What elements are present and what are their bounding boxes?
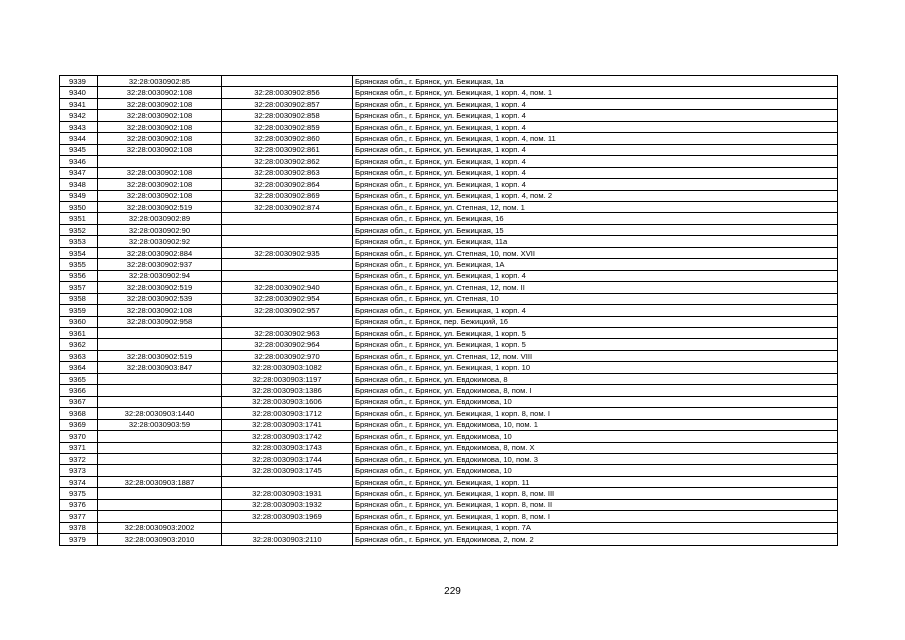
cadastral-number-cell: 32:28:0030902:108 — [98, 98, 222, 109]
premises-cadastral-number-cell: 32:28:0030902:858 — [222, 110, 353, 121]
table-row — [60, 534, 838, 545]
address-cell: Брянская обл., г. Брянск, ул. Бежицкая, 1 корп. 4, пом. 11 — [353, 133, 838, 144]
address-cell: Брянская обл., г. Брянск, ул. Бежицкая, 1 корп. 8, пом. II — [353, 499, 838, 510]
table-row — [60, 201, 838, 212]
cadastral-number-cell: 32:28:0030902:539 — [98, 293, 222, 304]
table-row — [60, 431, 838, 442]
cadastral-number-cell: 32:28:0030902:94 — [98, 270, 222, 281]
row-number-cell: 9350 — [60, 201, 98, 212]
cadastral-number-cell: 32:28:0030902:519 — [98, 350, 222, 361]
row-number-cell: 9349 — [60, 190, 98, 201]
row-number-cell: 9375 — [60, 488, 98, 499]
address-cell: Брянская обл., г. Брянск, ул. Бежицкая, 1 корп. 4 — [353, 98, 838, 109]
premises-cadastral-number-cell: 32:28:0030902:857 — [222, 98, 353, 109]
row-number-cell: 9364 — [60, 362, 98, 373]
premises-cadastral-number-cell: 32:28:0030903:1197 — [222, 373, 353, 384]
row-number-cell: 9376 — [60, 499, 98, 510]
cadastral-number-cell — [98, 373, 222, 384]
premises-cadastral-number-cell: 32:28:0030902:940 — [222, 282, 353, 293]
cadastral-number-cell: 32:28:0030902:85 — [98, 76, 222, 87]
premises-cadastral-number-cell — [222, 236, 353, 247]
address-cell: Брянская обл., г. Брянск, ул. Евдокимова, 10 — [353, 431, 838, 442]
row-number-cell: 9354 — [60, 247, 98, 258]
cadastral-number-cell: 32:28:0030902:519 — [98, 201, 222, 212]
row-number-cell: 9361 — [60, 327, 98, 338]
premises-cadastral-number-cell: 32:28:0030902:957 — [222, 305, 353, 316]
address-cell: Брянская обл., г. Брянск, ул. Бежицкая, 1 корп. 11 — [353, 476, 838, 487]
cadastral-number-cell: 32:28:0030902:937 — [98, 259, 222, 270]
row-number-cell: 9377 — [60, 511, 98, 522]
row-number-cell: 9340 — [60, 87, 98, 98]
table-row — [60, 419, 838, 430]
cadastral-number-cell: 32:28:0030903:2010 — [98, 534, 222, 545]
address-cell: Брянская обл., г. Брянск, ул. Бежицкая, 1 корп. 4 — [353, 156, 838, 167]
premises-cadastral-number-cell: 32:28:0030903:1931 — [222, 488, 353, 499]
premises-cadastral-number-cell — [222, 76, 353, 87]
cadastral-number-cell — [98, 511, 222, 522]
address-cell: Брянская обл., г. Брянск, ул. Бежицкая, 1 корп. 5 — [353, 339, 838, 350]
premises-cadastral-number-cell: 32:28:0030902:863 — [222, 167, 353, 178]
premises-cadastral-number-cell: 32:28:0030903:1744 — [222, 453, 353, 464]
address-cell: Брянская обл., г. Брянск, ул. Бежицкая, 15 — [353, 224, 838, 235]
cadastral-number-cell — [98, 431, 222, 442]
table-row — [60, 236, 838, 247]
row-number-cell: 9371 — [60, 442, 98, 453]
address-cell: Брянская обл., г. Брянск, ул. Бежицкая, 1 корп. 4 — [353, 121, 838, 132]
row-number-cell: 9368 — [60, 408, 98, 419]
row-number-cell: 9352 — [60, 224, 98, 235]
cadastral-number-cell — [98, 442, 222, 453]
premises-cadastral-number-cell — [222, 224, 353, 235]
row-number-cell: 9362 — [60, 339, 98, 350]
address-cell: Брянская обл., г. Брянск, ул. Степная, 12, пом. II — [353, 282, 838, 293]
cadastral-number-cell: 32:28:0030902:108 — [98, 305, 222, 316]
premises-cadastral-number-cell: 32:28:0030902:856 — [222, 87, 353, 98]
premises-cadastral-number-cell — [222, 259, 353, 270]
row-number-cell: 9373 — [60, 465, 98, 476]
address-cell: Брянская обл., г. Брянск, ул. Евдокимова, 10, пом. 1 — [353, 419, 838, 430]
address-cell: Брянская обл., г. Брянск, ул. Евдокимова, 2, пом. 2 — [353, 534, 838, 545]
page-number: 229 — [444, 586, 461, 597]
row-number-cell: 9355 — [60, 259, 98, 270]
row-number-cell: 9360 — [60, 316, 98, 327]
premises-cadastral-number-cell — [222, 270, 353, 281]
cadastral-number-cell: 32:28:0030902:108 — [98, 87, 222, 98]
premises-cadastral-number-cell: 32:28:0030902:963 — [222, 327, 353, 338]
row-number-cell: 9374 — [60, 476, 98, 487]
table-row — [60, 350, 838, 361]
row-number-cell: 9378 — [60, 522, 98, 533]
row-number-cell: 9353 — [60, 236, 98, 247]
table-row — [60, 133, 838, 144]
address-cell: Брянская обл., г. Брянск, ул. Бежицкая, 1 корп. 4 — [353, 305, 838, 316]
table-row — [60, 167, 838, 178]
address-cell: Брянская обл., г. Брянск, пер. Бежицкий, 16 — [353, 316, 838, 327]
premises-cadastral-number-cell: 32:28:0030902:869 — [222, 190, 353, 201]
cadastral-number-cell: 32:28:0030902:108 — [98, 110, 222, 121]
premises-cadastral-number-cell: 32:28:0030902:864 — [222, 179, 353, 190]
address-cell: Брянская обл., г. Брянск, ул. Бежицкая, 1 корп. 4, пом. 1 — [353, 87, 838, 98]
table-row — [60, 87, 838, 98]
row-number-cell: 9370 — [60, 431, 98, 442]
table-row — [60, 327, 838, 338]
cadastral-number-cell: 32:28:0030902:108 — [98, 144, 222, 155]
premises-cadastral-number-cell — [222, 316, 353, 327]
address-cell: Брянская обл., г. Брянск, ул. Бежицкая, 1 корп. 4 — [353, 270, 838, 281]
address-cell: Брянская обл., г. Брянск, ул. Степная, 12, пом. VIII — [353, 350, 838, 361]
table-row — [60, 156, 838, 167]
table-row — [60, 259, 838, 270]
cadastral-number-cell: 32:28:0030902:108 — [98, 121, 222, 132]
table-row — [60, 396, 838, 407]
row-number-cell: 9358 — [60, 293, 98, 304]
premises-cadastral-number-cell: 32:28:0030903:1606 — [222, 396, 353, 407]
address-cell: Брянская обл., г. Брянск, ул. Степная, 10 — [353, 293, 838, 304]
premises-cadastral-number-cell: 32:28:0030902:935 — [222, 247, 353, 258]
address-cell: Брянская обл., г. Брянск, ул. Бежицкая, 1 корп. 10 — [353, 362, 838, 373]
address-cell: Брянская обл., г. Брянск, ул. Бежицкая, 11а — [353, 236, 838, 247]
premises-cadastral-number-cell: 32:28:0030903:1712 — [222, 408, 353, 419]
address-cell: Брянская обл., г. Брянск, ул. Бежицкая, 16 — [353, 213, 838, 224]
table-row — [60, 476, 838, 487]
row-number-cell: 9365 — [60, 373, 98, 384]
cadastral-number-cell: 32:28:0030902:89 — [98, 213, 222, 224]
table-row — [60, 224, 838, 235]
cadastral-number-cell: 32:28:0030902:108 — [98, 190, 222, 201]
cadastral-number-cell — [98, 156, 222, 167]
premises-cadastral-number-cell — [222, 476, 353, 487]
cadastral-number-cell — [98, 499, 222, 510]
address-cell: Брянская обл., г. Брянск, ул. Евдокимова, 10 — [353, 465, 838, 476]
table-row — [60, 213, 838, 224]
premises-cadastral-number-cell: 32:28:0030902:970 — [222, 350, 353, 361]
row-number-cell: 9357 — [60, 282, 98, 293]
premises-cadastral-number-cell: 32:28:0030902:861 — [222, 144, 353, 155]
registry-table-body — [60, 76, 838, 546]
address-cell: Брянская обл., г. Брянск, ул. Бежицкая, 1 корп. 4 — [353, 110, 838, 121]
address-cell: Брянская обл., г. Брянск, ул. Бежицкая, 1 корп. 7А — [353, 522, 838, 533]
table-row — [60, 293, 838, 304]
cadastral-number-cell — [98, 327, 222, 338]
row-number-cell: 9363 — [60, 350, 98, 361]
premises-cadastral-number-cell: 32:28:0030903:1386 — [222, 385, 353, 396]
table-row — [60, 179, 838, 190]
address-cell: Брянская обл., г. Брянск, ул. Бежицкая, 1 корп. 8, пом. I — [353, 511, 838, 522]
premises-cadastral-number-cell: 32:28:0030903:1932 — [222, 499, 353, 510]
premises-cadastral-number-cell: 32:28:0030903:1969 — [222, 511, 353, 522]
cadastral-number-cell: 32:28:0030902:884 — [98, 247, 222, 258]
address-cell: Брянская обл., г. Брянск, ул. Бежицкая, 1 корп. 4 — [353, 167, 838, 178]
cadastral-number-cell: 32:28:0030902:519 — [98, 282, 222, 293]
address-cell: Брянская обл., г. Брянск, ул. Бежицкая, 1 корп. 4 — [353, 144, 838, 155]
address-cell: Брянская обл., г. Брянск, ул. Евдокимова, 8, пом. X — [353, 442, 838, 453]
address-cell: Брянская обл., г. Брянск, ул. Степная, 10, пом. XVII — [353, 247, 838, 258]
table-row — [60, 339, 838, 350]
row-number-cell: 9367 — [60, 396, 98, 407]
cadastral-number-cell — [98, 385, 222, 396]
premises-cadastral-number-cell: 32:28:0030903:1082 — [222, 362, 353, 373]
address-cell: Брянская обл., г. Брянск, ул. Бежицкая, 1а — [353, 76, 838, 87]
table-row — [60, 282, 838, 293]
table-row — [60, 465, 838, 476]
table-row — [60, 110, 838, 121]
premises-cadastral-number-cell — [222, 213, 353, 224]
row-number-cell: 9366 — [60, 385, 98, 396]
cadastral-number-cell — [98, 465, 222, 476]
premises-cadastral-number-cell: 32:28:0030903:1741 — [222, 419, 353, 430]
table-row — [60, 362, 838, 373]
table-row — [60, 408, 838, 419]
premises-cadastral-number-cell: 32:28:0030903:1743 — [222, 442, 353, 453]
row-number-cell: 9344 — [60, 133, 98, 144]
table-row — [60, 316, 838, 327]
table-row — [60, 373, 838, 384]
cadastral-number-cell: 32:28:0030902:90 — [98, 224, 222, 235]
address-cell: Брянская обл., г. Брянск, ул. Евдокимова, 8, пом. I — [353, 385, 838, 396]
table-row — [60, 270, 838, 281]
cadastral-number-cell — [98, 396, 222, 407]
cadastral-number-cell: 32:28:0030903:1440 — [98, 408, 222, 419]
table-row — [60, 76, 838, 87]
address-cell: Брянская обл., г. Брянск, ул. Евдокимова, 8 — [353, 373, 838, 384]
table-row — [60, 453, 838, 464]
row-number-cell: 9351 — [60, 213, 98, 224]
cadastral-number-cell: 32:28:0030903:847 — [98, 362, 222, 373]
address-cell: Брянская обл., г. Брянск, ул. Бежицкая, 1 корп. 5 — [353, 327, 838, 338]
table-row — [60, 190, 838, 201]
premises-cadastral-number-cell: 32:28:0030902:860 — [222, 133, 353, 144]
address-cell: Брянская обл., г. Брянск, ул. Евдокимова, 10, пом. 3 — [353, 453, 838, 464]
cadastral-number-cell — [98, 339, 222, 350]
premises-cadastral-number-cell: 32:28:0030902:954 — [222, 293, 353, 304]
cadastral-number-cell — [98, 488, 222, 499]
row-number-cell: 9348 — [60, 179, 98, 190]
registry-table — [59, 75, 838, 546]
premises-cadastral-number-cell — [222, 522, 353, 533]
table-row — [60, 121, 838, 132]
address-cell: Брянская обл., г. Брянск, ул. Бежицкая, 1 корп. 4 — [353, 179, 838, 190]
cadastral-number-cell: 32:28:0030902:108 — [98, 167, 222, 178]
cadastral-number-cell: 32:28:0030903:1887 — [98, 476, 222, 487]
table-row — [60, 144, 838, 155]
row-number-cell: 9347 — [60, 167, 98, 178]
row-number-cell: 9341 — [60, 98, 98, 109]
cadastral-number-cell: 32:28:0030903:59 — [98, 419, 222, 430]
row-number-cell: 9343 — [60, 121, 98, 132]
row-number-cell: 9379 — [60, 534, 98, 545]
row-number-cell: 9359 — [60, 305, 98, 316]
premises-cadastral-number-cell: 32:28:0030903:1742 — [222, 431, 353, 442]
address-cell: Брянская обл., г. Брянск, ул. Бежицкая, 1 корп. 8, пом. III — [353, 488, 838, 499]
premises-cadastral-number-cell: 32:28:0030902:859 — [222, 121, 353, 132]
table-row — [60, 488, 838, 499]
premises-cadastral-number-cell: 32:28:0030902:874 — [222, 201, 353, 212]
row-number-cell: 9339 — [60, 76, 98, 87]
address-cell: Брянская обл., г. Брянск, ул. Бежицкая, 1 корп. 4, пом. 2 — [353, 190, 838, 201]
cadastral-number-cell: 32:28:0030902:108 — [98, 179, 222, 190]
table-row — [60, 522, 838, 533]
cadastral-number-cell: 32:28:0030902:92 — [98, 236, 222, 247]
premises-cadastral-number-cell: 32:28:0030903:1745 — [222, 465, 353, 476]
address-cell: Брянская обл., г. Брянск, ул. Степная, 12, пом. 1 — [353, 201, 838, 212]
address-cell: Брянская обл., г. Брянск, ул. Бежицкая, 1 корп. 8, пом. I — [353, 408, 838, 419]
table-row — [60, 247, 838, 258]
table-row — [60, 442, 838, 453]
row-number-cell: 9342 — [60, 110, 98, 121]
table-row — [60, 511, 838, 522]
table-row — [60, 499, 838, 510]
row-number-cell: 9372 — [60, 453, 98, 464]
table-row — [60, 98, 838, 109]
address-cell: Брянская обл., г. Брянск, ул. Бежицкая, 1А — [353, 259, 838, 270]
table-row — [60, 385, 838, 396]
cadastral-number-cell: 32:28:0030902:108 — [98, 133, 222, 144]
row-number-cell: 9346 — [60, 156, 98, 167]
cadastral-number-cell: 32:28:0030902:958 — [98, 316, 222, 327]
table-row — [60, 305, 838, 316]
row-number-cell: 9356 — [60, 270, 98, 281]
premises-cadastral-number-cell: 32:28:0030902:964 — [222, 339, 353, 350]
row-number-cell: 9369 — [60, 419, 98, 430]
row-number-cell: 9345 — [60, 144, 98, 155]
address-cell: Брянская обл., г. Брянск, ул. Евдокимова, 10 — [353, 396, 838, 407]
premises-cadastral-number-cell: 32:28:0030902:862 — [222, 156, 353, 167]
cadastral-number-cell — [98, 453, 222, 464]
premises-cadastral-number-cell: 32:28:0030903:2110 — [222, 534, 353, 545]
cadastral-number-cell: 32:28:0030903:2002 — [98, 522, 222, 533]
